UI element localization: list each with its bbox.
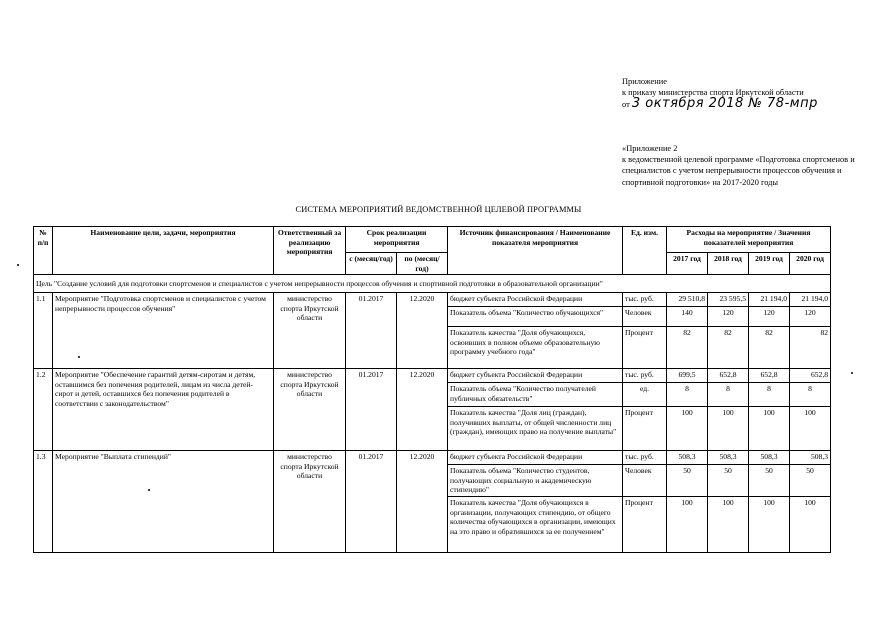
value-2018: 120 [708,307,749,327]
order-date-line [622,98,818,110]
value-2017: 140 [667,307,708,327]
value-2017: 100 [667,497,708,553]
goal-text: Цель "Создание условий для подготовки спортсменов и специалистов с учетом непрерывности процессов обучения и спортивной подготовки в образовательной организации" [34,275,831,293]
item-unit: Процент [623,407,667,451]
col-expenses: Расходы на мероприятие / Значения показателей мероприятия [667,227,831,253]
item-source: Показатель объема "Количество обучающихся" [448,307,623,327]
value-2017: 8 [667,383,708,407]
col-2017: 2017 год [667,253,708,275]
item-source: бюджет субъекта Российской Федерации [448,293,623,307]
value-2019: 100 [749,497,790,553]
item-unit: Человек [623,307,667,327]
col-source: Источник финансирования / Наименование показателя мероприятия [448,227,623,275]
item-unit: тыс. руб. [623,451,667,465]
col-2018: 2018 год [708,253,749,275]
value-2019: 21 194,0 [749,293,790,307]
value-2019: 8 [749,383,790,407]
value-2018: 508,3 [708,451,749,465]
item-responsible: министерство спорта Иркутской области [274,369,346,451]
value-2017: 29 510,8 [667,293,708,307]
value-2017: 100 [667,407,708,451]
item-source: Показатель качества "Доля обучающихся в организации, получающих стипендию, от общего количества обучающихся в организации, имеющих на это право и обратившихся за ее получением" [448,497,623,553]
value-2018: 82 [708,327,749,369]
table-row [34,369,831,383]
value-2019: 100 [749,407,790,451]
value-2019: 120 [749,307,790,327]
value-2020: 82 [790,327,831,369]
item-from: 01.2017 [346,451,397,553]
appendix-2-block [622,143,858,188]
value-2019: 50 [749,465,790,497]
item-source: бюджет субъекта Российской Федерации [448,369,623,383]
value-2018: 8 [708,383,749,407]
col-responsible: Ответственный за реализацию мероприятия [274,227,346,275]
value-2020: 100 [790,407,831,451]
col-2019: 2019 год [749,253,790,275]
item-to: 12.2020 [397,369,448,451]
value-2018: 100 [708,407,749,451]
item-source: Показатель качества "Доля обучающихся, освоивших в полном объеме образовательную программу учебного года" [448,327,623,369]
item-name: Мероприятие "Обеспечение гарантий детям-сиротам и детям, оставшимся без попечения родителей, лицам из числа детей-сирот и детей, оставшихся без попечения родителей в соответствии с законодательством" [53,369,274,451]
item-source: Показатель объема "Количество получателей публичных обязательств" [448,383,623,407]
measures-table [33,226,831,553]
value-2018: 23 595,5 [708,293,749,307]
col-to: по (месяц/год) [397,253,448,275]
value-2019: 652,8 [749,369,790,383]
handwritten-date-number: 3 октября 2018 № 78-мпр [631,96,818,111]
appendix-label: Приложение [622,77,667,86]
appendix-2-label: «Приложение 2 [622,144,678,153]
value-2020: 120 [790,307,831,327]
goal-row [34,275,831,293]
value-2020: 652,8 [790,369,831,383]
value-2020: 508,3 [790,451,831,465]
item-unit: Человек [623,465,667,497]
value-2019: 82 [749,327,790,369]
item-name: Мероприятие "Выплата стипендий" [53,451,274,553]
value-2020: 21 194,0 [790,293,831,307]
table-row [34,451,831,465]
appendix-2-program: к ведомственной целевой программе «Подготовка спортсменов и специалистов с учетом непрерывности процессов обучения и спортивной подготовки» на 2017-2020 годы [622,155,855,187]
order-reference [622,76,818,110]
col-term: Срок реализации мероприятия [346,227,448,253]
scan-speck [148,489,150,491]
item-name: Мероприятие "Подготовка спортсменов и специалистов с учетом непрерывности процессов обучения" [53,293,274,369]
value-2020: 8 [790,383,831,407]
col-2020: 2020 год [790,253,831,275]
value-2017: 82 [667,327,708,369]
value-2017: 699,5 [667,369,708,383]
value-2018: 50 [708,465,749,497]
item-from: 01.2017 [346,369,397,451]
item-unit: Процент [623,327,667,369]
item-from: 01.2017 [346,293,397,369]
item-unit: Процент [623,497,667,553]
value-2018: 100 [708,497,749,553]
item-to: 12.2020 [397,293,448,369]
scan-speck [851,372,853,374]
item-to: 12.2020 [397,451,448,553]
scan-speck [17,264,19,266]
item-source: Показатель качества "Доля лиц (граждан), получивших выплаты, от общей численности лиц (граждан), имеющих право на получение выплаты" [448,407,623,451]
item-num: 1.3 [34,451,53,553]
value-2017: 50 [667,465,708,497]
col-num: № п/п [34,227,53,275]
value-2020: 100 [790,497,831,553]
table-row [34,293,831,307]
item-unit: тыс. руб. [623,293,667,307]
col-unit: Ед. изм. [623,227,667,275]
scan-speck [78,356,80,358]
value-2020: 50 [790,465,831,497]
document-title: СИСТЕМА МЕРОПРИЯТИЙ ВЕДОМСТВЕННОЙ ЦЕЛЕВОЙ ПРОГРАММЫ [295,205,582,214]
order-line: к приказу министерства спорта Иркутской области [622,88,804,97]
col-name: Наименование цели, задачи, мероприятия [53,227,274,275]
item-unit: тыс. руб. [623,369,667,383]
item-num: 1.2 [34,369,53,451]
item-unit: ед. [623,383,667,407]
value-2019: 508,3 [749,451,790,465]
item-num: 1.1 [34,293,53,369]
item-responsible: министерство спорта Иркутской области [274,451,346,553]
date-prefix: от [622,100,630,109]
value-2017: 508,3 [667,451,708,465]
value-2018: 652,8 [708,369,749,383]
item-responsible: министерство спорта Иркутской области [274,293,346,369]
item-source: бюджет субъекта Российской Федерации [448,451,623,465]
item-source: Показатель объема "Количество студентов, получающих социальную и академическую стипендию" [448,465,623,497]
col-from: с (месяц/год) [346,253,397,275]
header-row [34,227,831,253]
